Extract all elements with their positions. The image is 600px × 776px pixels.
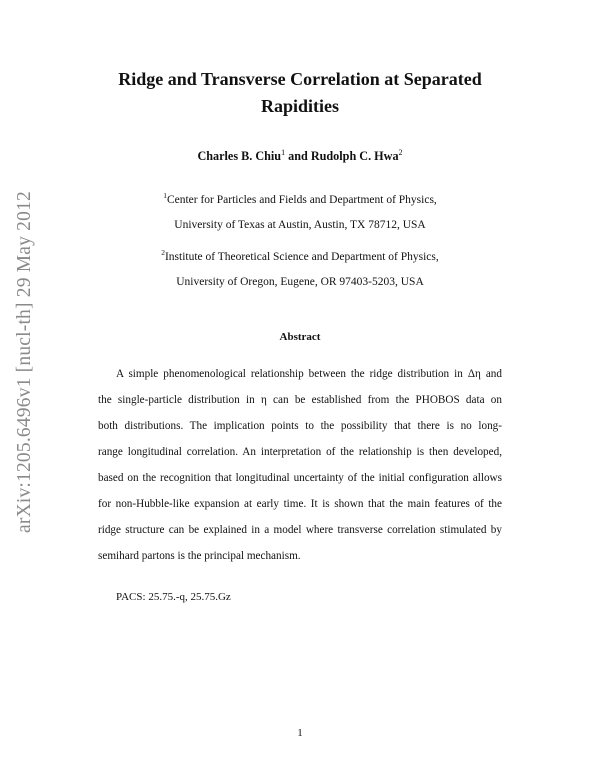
author-2-name: Rudolph C. Hwa	[310, 149, 399, 164]
arxiv-identifier-stamp	[8, 186, 42, 538]
author-joiner: and	[285, 149, 311, 164]
abstract-line-8: semihard partons is the principal mechanism.	[98, 550, 301, 562]
abstract-heading: Abstract	[279, 331, 321, 343]
author-1-name: Charles B. Chiu	[197, 149, 282, 164]
author-1-affiliation-mark: 1	[281, 148, 286, 157]
affiliation-2-line-2	[60, 276, 540, 288]
page-number: 1	[297, 727, 303, 739]
affiliation-1-text-1: Center for Particles and Fields and Department of Physics,	[166, 193, 437, 206]
affiliation-1-line-1	[60, 191, 540, 206]
arxiv-identifier-text: arXiv:1205.6496v1 [nucl-th] 29 May 2012	[14, 191, 35, 533]
abstract-line-7: ridge structure can be explained in a model where transverse correlation stimulated by	[98, 524, 502, 536]
abstract-body	[98, 361, 502, 569]
paper-title	[60, 66, 540, 120]
affiliation-1-mark: 1	[163, 191, 167, 200]
abstract-line-2: the single-particle distribution in η can be established from the PHOBOS data on	[98, 394, 502, 406]
affiliation-2-text-1: Institute of Theoretical Science and Department of Physics,	[164, 250, 439, 263]
abstract-line-3: both distributions. The implication points to the possibility that there is no long-	[98, 420, 502, 432]
affiliation-1-line-2	[60, 219, 540, 231]
affiliation-1-text-2: University of Texas at Austin, Austin, TX 78712, USA	[174, 219, 426, 231]
author-2-affiliation-mark: 2	[398, 148, 403, 157]
title-line-2: Rapidities	[260, 96, 339, 116]
abstract-line-5: based on the recognition that longitudinal uncertainty of the initial configuration allows	[98, 472, 502, 484]
title-line-1: Ridge and Transverse Correlation at Separated	[118, 69, 482, 89]
pacs-codes: PACS: 25.75.-q, 25.75.Gz	[116, 591, 231, 603]
affiliation-2-mark: 2	[161, 248, 165, 257]
affiliation-2-line-1	[60, 248, 540, 263]
abstract-line-1: A simple phenomenological relationship between the ridge distribution in Δη and	[116, 368, 502, 380]
abstract-line-4: range longitudinal correlation. An interpretation of the relationship is then developed,	[98, 446, 502, 458]
affiliation-2-text-2: University of Oregon, Eugene, OR 97403-5203, USA	[176, 276, 424, 288]
author-list	[60, 148, 540, 164]
abstract-line-6: for non-Hubble-like expansion at early time. It is shown that the main features of the	[98, 498, 502, 510]
